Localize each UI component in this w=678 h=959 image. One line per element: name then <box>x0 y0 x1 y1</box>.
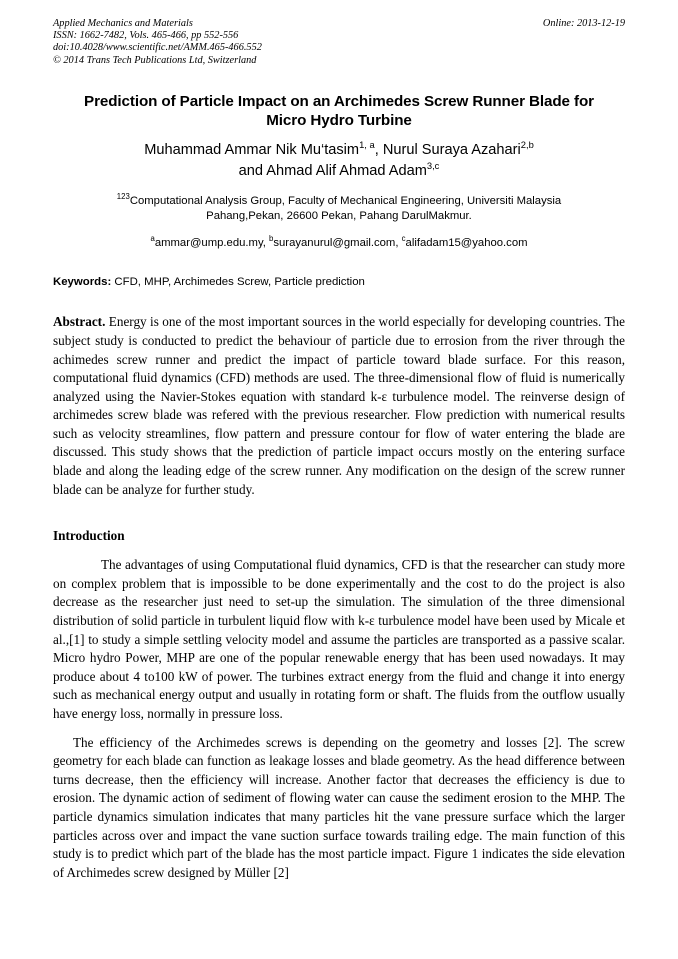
author-list <box>53 140 625 182</box>
affiliation-line-1: Computational Analysis Group, Faculty of Mechanical Engineering, Universiti Malaysia <box>129 194 562 207</box>
affiliation-line-2: Pahang,Pekan, 26600 Pekan, Pahang DarulMakmur. <box>206 210 472 223</box>
journal-header-left <box>53 18 473 67</box>
author-emails <box>53 236 625 252</box>
keywords-label: Keywords: <box>53 276 112 289</box>
email-marker-a: a <box>150 234 155 244</box>
title-line-1: Prediction of Particle Impact on an Archimedes Screw Runner Blade for <box>84 92 594 110</box>
journal-name: Applied Mechanics and Materials <box>53 18 193 29</box>
affiliation-marker: 123 <box>116 192 130 202</box>
journal-doi-line: doi:10.4028/www.scientific.net/AMM.465-466.552 <box>53 42 262 54</box>
introduction-paragraph-1: The advantages of using Computational fluid dynamics, CFD is that the researcher can study more on complex problem that is impossible to be done experimentally and the cost to do the project is also decrease as the researcher just need to set-up the simulation. The simulation of the three dimensional distribution of solid particle in turbulent liquid flow with k-ε turbulence model have been used by Micale et al.,[1] to study a simple settling velocity model and assume the particles are transported as a passive scalar. Micro hydro Power, MHP are one of the popular renewable energy that has been used nowadays. It may produce about 4 to100 kW of power. The turbines extract energy from the fluid and change it into energy such as mechanical energy output and usually in rotating form or shaft. The fluids from the outflow usually have energy loss, normally in pressure loss. <box>53 557 625 721</box>
author-name-1: Muhammad Ammar Nik Mu‘tasim <box>144 141 360 158</box>
keywords-line <box>53 275 625 290</box>
journal-issn-line: ISSN: 1662-7482, Vols. 465-466, pp 552-556 <box>53 30 239 42</box>
email-marker-c: c <box>401 234 406 244</box>
section-heading-introduction: Introduction <box>53 528 125 544</box>
introduction-paragraph-2: The efficiency of the Archimedes screws is depending on the geometry and losses [2]. The screw geometry for each blade can function as leakage losses and blade geometry. As the head difference between turns decrease, then the efficiency will increase. Another factor that decreases the efficiency is due to erosion. The dynamic action of sediment of flowing water can cause the sediment erosion to the MHP. The particle dynamics simulation indicates that many particles hit the vane pressure surface which the larger particles across over and impact the vane suction surface towards trailing edge. The main function of this study is to predict which part of the blade has the most particle impact. Figure 1 indicates the side elevation of Archimedes screw designed by Müller [2] <box>53 734 625 880</box>
title-line-2: Micro Hydro Turbine <box>266 112 412 130</box>
abstract-paragraph <box>53 313 625 499</box>
email-address-c[interactable]: alifadam15@yahoo.com <box>405 236 528 249</box>
journal-header <box>53 18 625 67</box>
author-affil-marker-2: 2,b <box>520 138 534 150</box>
affiliation <box>53 194 625 225</box>
author-name-2: Nurul Suraya Azahari <box>382 141 521 158</box>
journal-copyright-line: © 2014 Trans Tech Publications Ltd, Switzerland <box>53 54 257 66</box>
author-line-2-prefix: and <box>238 162 267 179</box>
email-marker-b: b <box>269 234 274 244</box>
abstract-label: Abstract. <box>53 314 106 330</box>
abstract-text: Energy is one of the most important sources in the world especially for developing countries. The subject study is conducted to predict the behaviour of particle due to errosion from the river through the achimedes screw runner and predict the impact of particle toward blade surface. For this reason, computational fluid dynamics (CFD) methods are used. The three-dimensional flow of fluid is numerically analyzed using the Navier-Stokes equation with standard k-ε turbulence model. The reinverse design of archimedes screw blade was refered with the previous researcher. Flow prediction with numerical results such as velocity streamlines, flow pattern and pressure contour for flow of water entering the blade are discussed. This study shows that the prediction of particle impact occurs mostly on the entering surface blade and along the leading edge of the screw runner. Any modification on the design of the screw runner blade can be analyze for further study. <box>53 314 625 497</box>
author-separator-1: , <box>374 141 383 158</box>
email-address-b[interactable]: surayanurul@gmail.com, <box>273 236 402 249</box>
email-address-a[interactable]: ammar@ump.edu.my, <box>154 236 270 249</box>
author-affil-marker-3: 3,c <box>426 159 440 171</box>
page-content <box>53 18 625 882</box>
author-name-3: Ahmad Alif Ahmad Adam <box>266 162 427 179</box>
online-date: Online: 2013-12-19 <box>542 18 625 29</box>
keywords-value: CFD, MHP, Archimedes Screw, Particle prediction <box>111 276 365 289</box>
author-affil-marker-1: 1, a <box>359 138 375 150</box>
page-title <box>53 92 625 131</box>
